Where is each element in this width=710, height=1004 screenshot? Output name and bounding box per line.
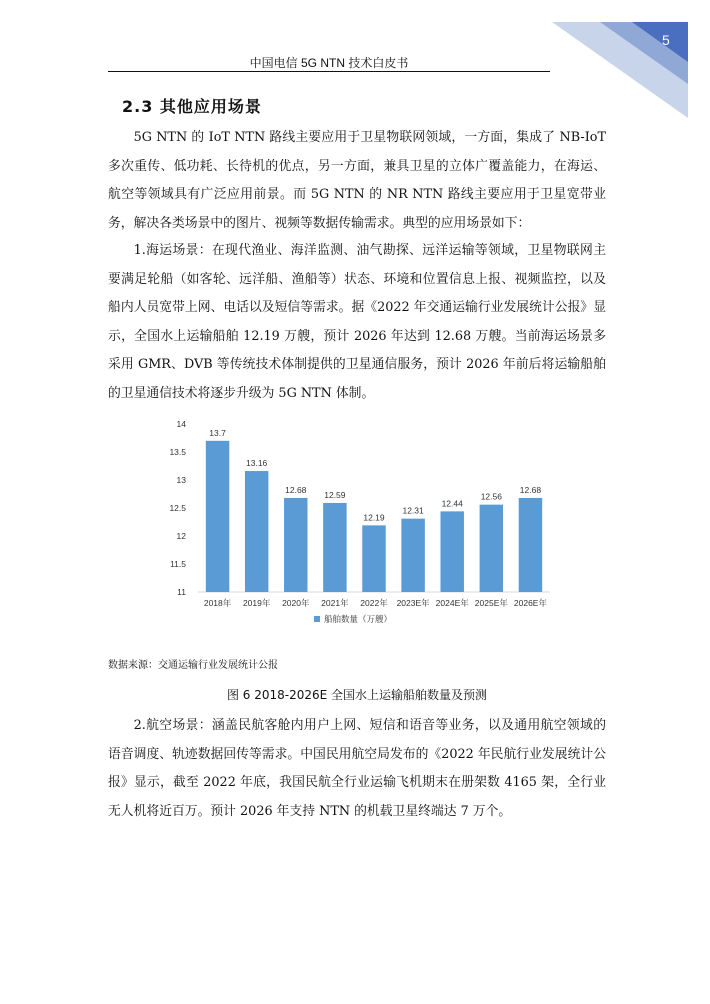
y-tick-label: 11 [177,587,186,597]
bar-2019年 [245,471,268,592]
legend-label: 船舶数量（万艘） [324,615,393,625]
x-tick-label: 2023E年 [396,598,430,608]
bar-2022年 [362,525,385,592]
bar-2020年 [284,498,307,592]
bar-2018年 [206,441,229,592]
data-label: 12.59 [324,489,346,500]
data-label: 12.68 [519,484,542,495]
y-tick-label: 12 [176,531,186,541]
page-number: 5 [662,32,670,48]
document-header-title: 中国电信 5G NTN 技术白皮书 [249,56,409,70]
y-tick-label: 11.5 [170,559,186,569]
y-tick-label: 12.5 [169,503,186,513]
y-tick-label: 14 [176,419,186,429]
data-label: 12.44 [441,498,463,509]
data-label: 13.7 [209,427,226,438]
maritime-paragraph: 1.海运场景：在现代渔业、海洋监测、油气勘探、远洋运输等领域，卫星物联网主要满足轮船（如客轮、远洋船、渔船等）状态、环境和位置信息上报、视频监控，以及船内人员宽带上网、电话以及短信等需求。据《2022 年交通运输行业发展统计公报》显示，全国水上运输船舶 12.19 万艘，预计 2026 年达到 12.68 万艘。当前海运场景多采用 GMR、DVB 等传统技术体制提供的卫星通信服务，预计 2026 年前后将运输船舶的卫星通信技术将逐步升级为 5G NTN 体制。 [108,243,606,401]
bar-2021年 [323,503,346,592]
bar-2026E年 [519,498,542,592]
y-tick-label: 13 [176,475,186,485]
x-tick-label: 2020年 [282,598,310,608]
vessel-count-bar-chart [160,412,560,642]
section-heading: 2.3 其他应用场景 [122,97,262,116]
header-divider [108,71,550,72]
bar-2023E年 [401,519,424,592]
legend-swatch [314,616,320,622]
x-tick-label: 2018年 [203,598,232,608]
x-tick-label: 2026E年 [513,598,547,608]
x-tick-label: 2024E年 [435,598,469,608]
x-tick-label: 2022年 [360,598,388,608]
aviation-paragraph: 2.航空场景：涵盖民航客舱内用户上网、短信和语音等业务，以及通用航空领域的语音调度、轨迹数据回传等需求。中国民用航空局发布的《2022 年民航行业发展统计公报》显示，截至 2022 年底，我国民航全行业运输飞机期末在册架数 4165 架，全行业无人机将近百万。预计 2026 年支持 NTN 的机载卫星终端达 7 万个。 [108,718,606,819]
data-label: 12.31 [402,505,424,516]
x-tick-label: 2021年 [321,598,349,608]
x-tick-label: 2019年 [242,598,271,608]
data-label: 12.56 [480,491,502,502]
y-tick-label: 13.5 [169,447,186,457]
x-tick-label: 2025E年 [474,598,508,608]
figure-source-note: 数据来源：交通运输行业发展统计公报 [108,660,278,671]
bar-2024E年 [440,511,463,592]
bar-2025E年 [480,505,503,592]
data-label: 12.68 [285,484,307,495]
figure-caption: 图 6 2018-2026E 全国水上运输船舶数量及预测 [226,688,488,702]
data-label: 12.19 [363,512,385,523]
data-label: 13.16 [246,458,268,469]
intro-paragraph: 5G NTN 的 IoT NTN 路线主要应用于卫星物联网领域，一方面，集成了 NB-IoT 多次重传、低功耗、长待机的优点，另一方面，兼具卫星的立体广覆盖能力，在海运、航空等领域具有广泛应用前景。而 5G NTN 的 NR NTN 路线主要应用于卫星宽带业务，解决各类场景中的图片、视频等数据传输需求。典型的应用场景如下： [108,130,606,231]
